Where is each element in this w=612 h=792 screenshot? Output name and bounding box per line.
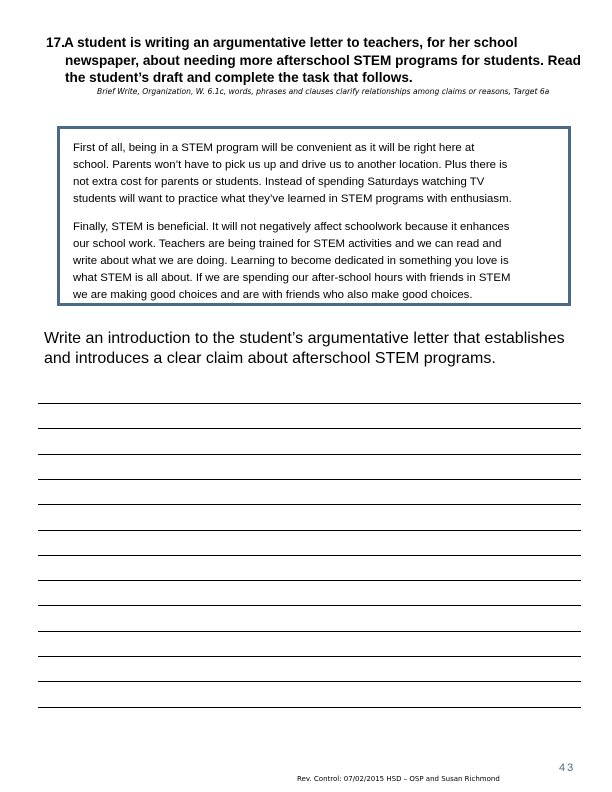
student-draft-box [57, 126, 571, 306]
draft-line: First of all, being in a STEM program will be convenient as it will be right here at [73, 142, 475, 154]
answer-line[interactable] [38, 454, 581, 455]
answer-line[interactable] [38, 479, 581, 480]
draft-paragraph-2 [73, 219, 568, 304]
footer-revision-control: Rev. Control: 07/02/2015 HSD – OSP and Susan Richmond [297, 775, 500, 783]
answer-line[interactable] [38, 530, 581, 531]
writing-prompt: Write an introduction to the student’s argumentative letter that establishes and introduces a clear claim about afterschool STEM programs. [44, 330, 565, 367]
draft-line: students will want to practice what they’ve learned in STEM programs with enthusiasm. [73, 193, 512, 205]
draft-line: our school work. Teachers are being trained for STEM activities and we can read and [73, 238, 502, 250]
answer-line[interactable] [38, 428, 581, 429]
question-block [46, 34, 586, 87]
draft-line: we are making good choices and are with friends who also make good choices. [73, 289, 473, 301]
draft-line: Finally, STEM is beneficial. It will not negatively affect schoolwork because it enhances [73, 221, 510, 233]
draft-line: school. Parents won’t have to pick us up and drive us to another location. Plus there is [73, 159, 508, 171]
answer-line[interactable] [38, 504, 581, 505]
answer-line[interactable] [38, 580, 581, 581]
answer-line[interactable] [38, 707, 581, 708]
answer-line[interactable] [38, 403, 581, 404]
question-number: 17. [46, 35, 65, 50]
draft-paragraph-1 [73, 140, 568, 208]
answer-line[interactable] [38, 656, 581, 657]
answer-line[interactable] [38, 605, 581, 606]
answer-line[interactable] [38, 555, 581, 556]
answer-line[interactable] [38, 631, 581, 632]
page-number: 43 [559, 762, 576, 774]
draft-line: not extra cost for parents or students. Instead of spending Saturdays watching TV [73, 176, 485, 188]
draft-line: write about what we are doing. Learning to become dedicated in something you love is [73, 255, 509, 267]
draft-line: what STEM is all about. If we are spending our after-school hours with friends in STEM [73, 272, 511, 284]
answer-line[interactable] [38, 681, 581, 682]
answer-lines[interactable] [38, 403, 581, 735]
question-text: A student is writing an argumentative letter to teachers, for her school newspaper, about needing more afterschool STEM programs for students. Read the student’s draft and complete the task that follows. [64, 35, 581, 85]
standard-note: Brief Write, Organization, W. 6.1c, words, phrases and clauses clarify relationships among claims or reasons, Target 6a [97, 87, 550, 96]
